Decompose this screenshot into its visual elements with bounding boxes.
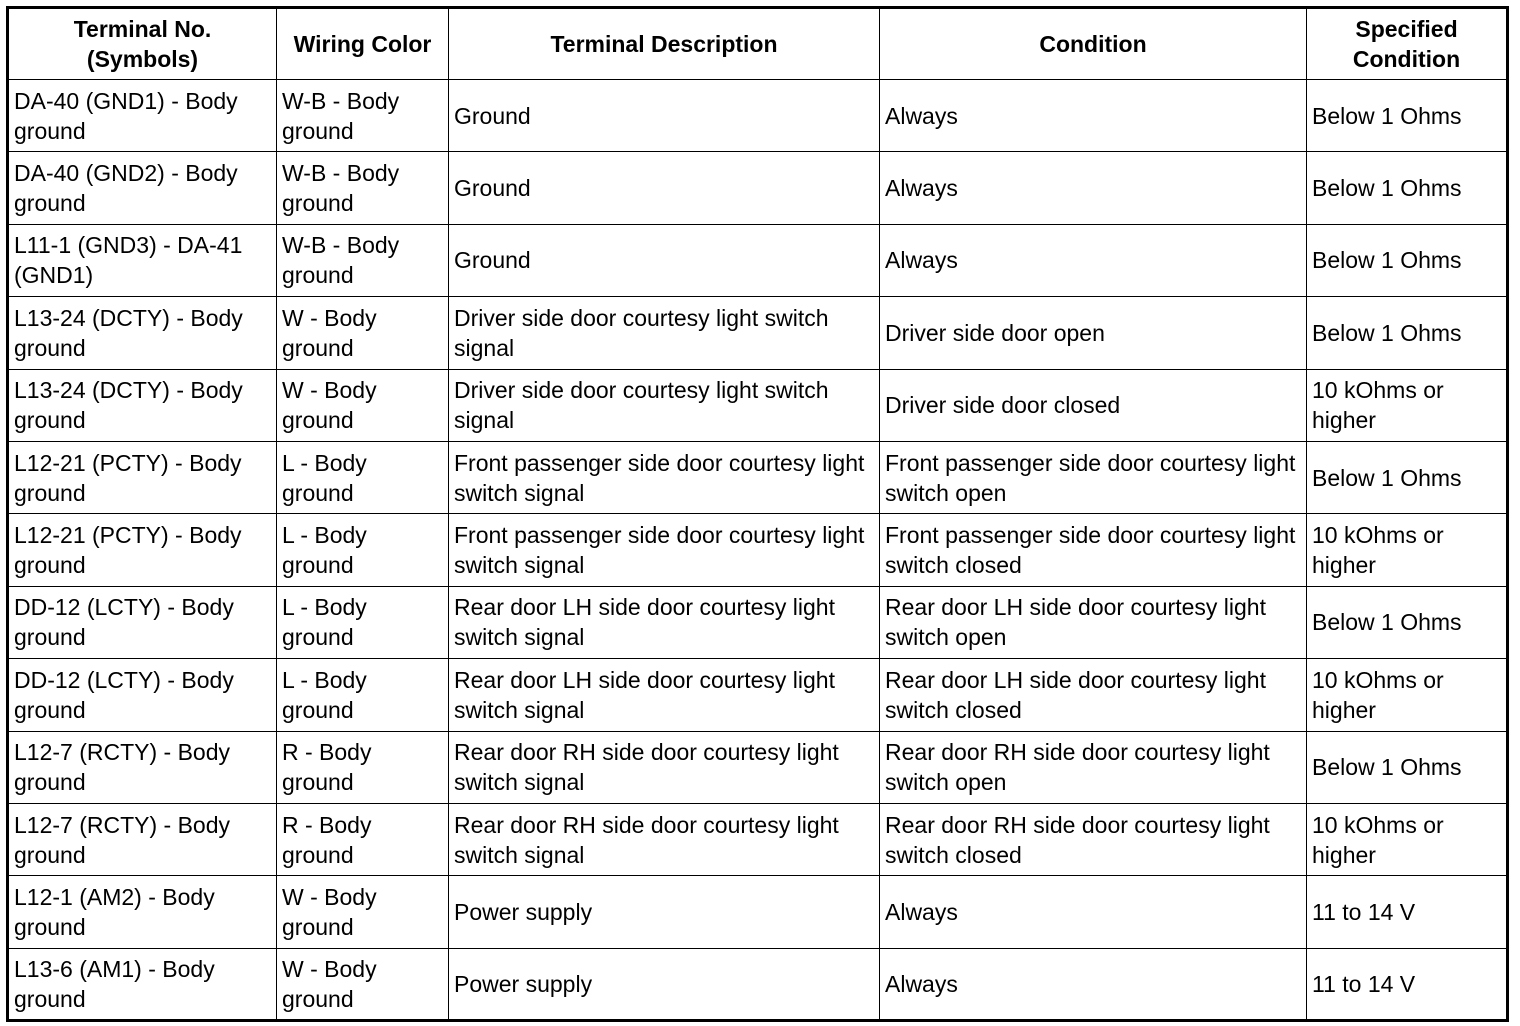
cell-wiring-color: R - Body ground xyxy=(277,731,449,803)
cell-terminal-no: L13-6 (AM1) - Body ground xyxy=(8,948,277,1020)
header-terminal-no: Terminal No. (Symbols) xyxy=(8,8,277,80)
cell-terminal-no: DD-12 (LCTY) - Body ground xyxy=(8,659,277,731)
cell-specified-condition: Below 1 Ohms xyxy=(1307,80,1508,152)
cell-condition: Front passenger side door courtesy light switch open xyxy=(880,441,1307,513)
table-row xyxy=(8,731,1508,803)
table-row xyxy=(8,152,1508,224)
cell-condition: Driver side door closed xyxy=(880,369,1307,441)
cell-terminal-description: Driver side door courtesy light switch signal xyxy=(449,369,880,441)
cell-terminal-no: L12-1 (AM2) - Body ground xyxy=(8,876,277,948)
cell-specified-condition: Below 1 Ohms xyxy=(1307,586,1508,658)
cell-condition: Rear door RH side door courtesy light switch closed xyxy=(880,803,1307,875)
cell-terminal-description: Power supply xyxy=(449,876,880,948)
cell-terminal-no: DA-40 (GND2) - Body ground xyxy=(8,152,277,224)
cell-terminal-no: L12-21 (PCTY) - Body ground xyxy=(8,514,277,586)
cell-specified-condition: Below 1 Ohms xyxy=(1307,224,1508,296)
cell-specified-condition: 10 kOhms or higher xyxy=(1307,659,1508,731)
cell-terminal-no: L13-24 (DCTY) - Body ground xyxy=(8,369,277,441)
cell-terminal-description: Front passenger side door courtesy light switch signal xyxy=(449,514,880,586)
table-row xyxy=(8,369,1508,441)
cell-condition: Always xyxy=(880,948,1307,1020)
table-row xyxy=(8,297,1508,369)
table-row xyxy=(8,803,1508,875)
cell-wiring-color: W - Body ground xyxy=(277,297,449,369)
cell-terminal-description: Ground xyxy=(449,224,880,296)
header-wiring-color: Wiring Color xyxy=(277,8,449,80)
cell-wiring-color: L - Body ground xyxy=(277,514,449,586)
cell-specified-condition: 10 kOhms or higher xyxy=(1307,803,1508,875)
table-row xyxy=(8,586,1508,658)
header-terminal-description: Terminal Description xyxy=(449,8,880,80)
cell-wiring-color: W - Body ground xyxy=(277,876,449,948)
cell-terminal-no: L11-1 (GND3) - DA-41 (GND1) xyxy=(8,224,277,296)
cell-condition: Rear door RH side door courtesy light switch open xyxy=(880,731,1307,803)
header-condition: Condition xyxy=(880,8,1307,80)
terminal-inspection-table xyxy=(6,6,1509,1022)
cell-condition: Rear door LH side door courtesy light switch open xyxy=(880,586,1307,658)
cell-terminal-description: Front passenger side door courtesy light switch signal xyxy=(449,441,880,513)
cell-specified-condition: 11 to 14 V xyxy=(1307,948,1508,1020)
header-row xyxy=(8,8,1508,80)
cell-wiring-color: R - Body ground xyxy=(277,803,449,875)
cell-wiring-color: L - Body ground xyxy=(277,659,449,731)
cell-specified-condition: Below 1 Ohms xyxy=(1307,441,1508,513)
table-row xyxy=(8,948,1508,1020)
cell-wiring-color: W - Body ground xyxy=(277,369,449,441)
cell-wiring-color: W-B - Body ground xyxy=(277,224,449,296)
cell-specified-condition: Below 1 Ohms xyxy=(1307,297,1508,369)
cell-terminal-description: Driver side door courtesy light switch signal xyxy=(449,297,880,369)
table-row xyxy=(8,659,1508,731)
cell-specified-condition: Below 1 Ohms xyxy=(1307,152,1508,224)
cell-terminal-description: Rear door RH side door courtesy light switch signal xyxy=(449,803,880,875)
table-row xyxy=(8,441,1508,513)
cell-condition: Always xyxy=(880,80,1307,152)
cell-terminal-no: L12-7 (RCTY) - Body ground xyxy=(8,731,277,803)
cell-terminal-no: DA-40 (GND1) - Body ground xyxy=(8,80,277,152)
cell-specified-condition: 10 kOhms or higher xyxy=(1307,369,1508,441)
header-specified-condition: Specified Condition xyxy=(1307,8,1508,80)
cell-terminal-description: Rear door LH side door courtesy light switch signal xyxy=(449,586,880,658)
cell-terminal-no: L12-7 (RCTY) - Body ground xyxy=(8,803,277,875)
cell-wiring-color: L - Body ground xyxy=(277,586,449,658)
cell-terminal-no: L13-24 (DCTY) - Body ground xyxy=(8,297,277,369)
cell-condition: Always xyxy=(880,152,1307,224)
cell-terminal-no: L12-21 (PCTY) - Body ground xyxy=(8,441,277,513)
cell-condition: Always xyxy=(880,876,1307,948)
table-header xyxy=(8,8,1508,80)
cell-wiring-color: W-B - Body ground xyxy=(277,152,449,224)
cell-condition: Driver side door open xyxy=(880,297,1307,369)
cell-wiring-color: W - Body ground xyxy=(277,948,449,1020)
cell-terminal-description: Power supply xyxy=(449,948,880,1020)
cell-terminal-description: Ground xyxy=(449,152,880,224)
cell-terminal-description: Rear door LH side door courtesy light switch signal xyxy=(449,659,880,731)
cell-condition: Front passenger side door courtesy light switch closed xyxy=(880,514,1307,586)
cell-condition: Rear door LH side door courtesy light switch closed xyxy=(880,659,1307,731)
cell-specified-condition: Below 1 Ohms xyxy=(1307,731,1508,803)
cell-terminal-no: DD-12 (LCTY) - Body ground xyxy=(8,586,277,658)
cell-terminal-description: Ground xyxy=(449,80,880,152)
cell-terminal-description: Rear door RH side door courtesy light switch signal xyxy=(449,731,880,803)
cell-specified-condition: 11 to 14 V xyxy=(1307,876,1508,948)
table-row xyxy=(8,80,1508,152)
table-body xyxy=(8,80,1508,1021)
table-row xyxy=(8,514,1508,586)
cell-condition: Always xyxy=(880,224,1307,296)
cell-specified-condition: 10 kOhms or higher xyxy=(1307,514,1508,586)
table-row xyxy=(8,224,1508,296)
table-row xyxy=(8,876,1508,948)
cell-wiring-color: L - Body ground xyxy=(277,441,449,513)
cell-wiring-color: W-B - Body ground xyxy=(277,80,449,152)
